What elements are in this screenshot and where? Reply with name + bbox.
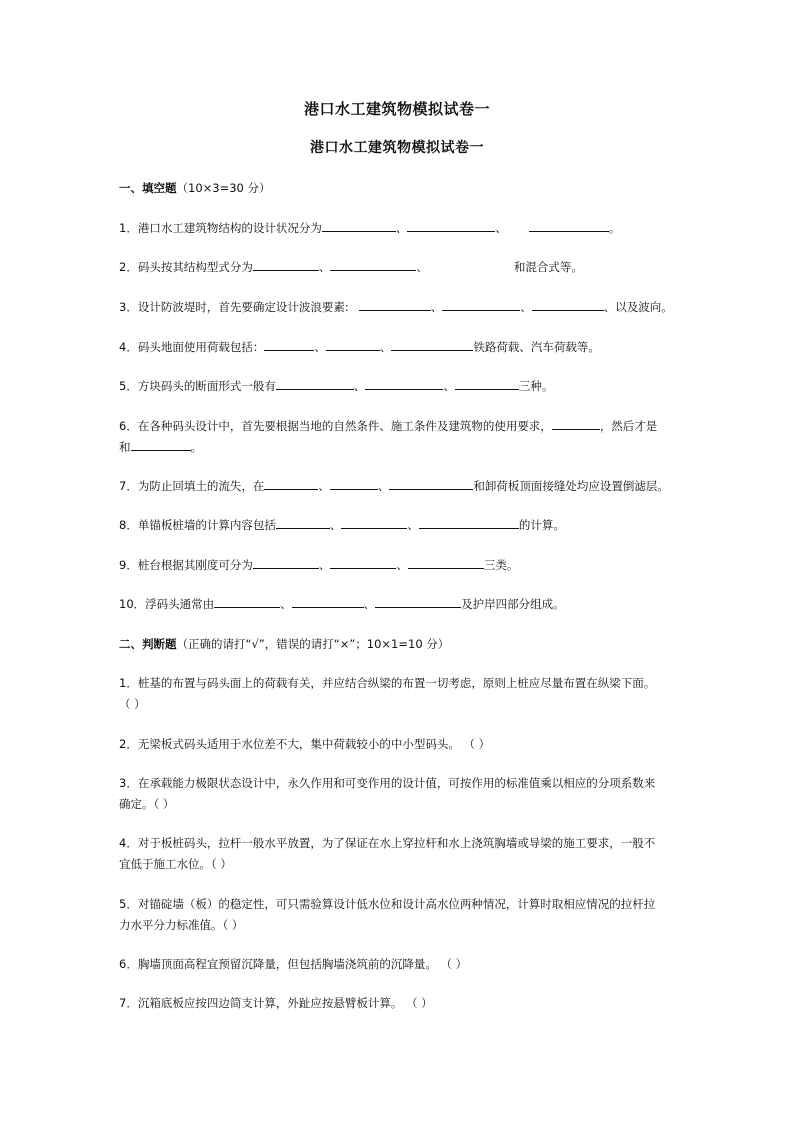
answer-blank[interactable] [276, 515, 330, 529]
question-text: 3．设计防波堤时，首先要确定设计波浪要素: [119, 300, 349, 314]
answer-blank[interactable] [131, 437, 191, 451]
document-title: 港口水工建筑物模拟试卷一 [303, 100, 490, 118]
answer-blank[interactable] [330, 257, 416, 271]
question-text: 9．桩台根据其刚度可分为 [119, 558, 253, 572]
question-end: 、以及波向。 [603, 300, 673, 314]
fill-question-10 [119, 594, 694, 615]
section-1-note: （10×3=30 分） [176, 181, 271, 195]
section-2-note: （正确的请打“√”，错误的请打“×”；10×1=10 分） [176, 637, 450, 651]
separator: 、 [395, 221, 408, 235]
answer-blank[interactable] [407, 218, 495, 232]
fill-question-6 [119, 416, 694, 437]
answer-blank[interactable] [322, 218, 396, 232]
question-text-continued: 确定。（ ） [119, 797, 175, 811]
question-text: 和 [119, 440, 131, 454]
separator: 、 [416, 260, 428, 274]
answer-blank[interactable] [330, 555, 396, 569]
question-end: 和混合式等。 [513, 260, 583, 274]
separator: 、 [520, 300, 532, 314]
question-text-continued: ，然后才是 [599, 419, 658, 433]
answer-blank[interactable] [341, 515, 407, 529]
question-end: 。 [608, 221, 621, 235]
separator: 、 [318, 479, 330, 493]
separator: 、 [353, 379, 366, 393]
separator: 、 [443, 379, 455, 393]
question-end: 铁路荷载、汽车荷载等。 [473, 340, 600, 354]
question-text: 5．方块码头的断面形式一般有 [119, 379, 276, 393]
fill-question-5 [119, 376, 694, 397]
separator: 、 [280, 597, 292, 611]
question-text: 7．为防止回填土的流失，在 [119, 479, 265, 493]
answer-blank[interactable] [365, 376, 443, 390]
question-text: 4．对于板桩码头，拉杆一般水平放置，为了保证在水上穿拉杆和水上浇筑胸墙或导梁的施工要求，一般不 [119, 836, 656, 850]
question-text: 10．浮码头通常由 [119, 597, 215, 611]
separator: 、 [318, 260, 331, 274]
fill-question-8 [119, 515, 694, 536]
separator: 、 [379, 340, 392, 354]
fill-question-2 [119, 257, 694, 278]
judge-question-1 [119, 673, 694, 715]
question-text: 7．沉箱底板应按四边简支计算，外趾应按悬臂板计算。 （ ） [119, 996, 433, 1010]
judge-question-7 [119, 993, 694, 1014]
question-text: 6．在各种码头设计中，首先要根据当地的自然条件、施工条件及建筑物的使用要求， [119, 419, 552, 433]
answer-blank[interactable] [391, 337, 473, 351]
separator: 、 [396, 558, 408, 572]
answer-blank[interactable] [326, 337, 380, 351]
fill-question-3 [119, 297, 694, 318]
answer-blank[interactable] [264, 476, 318, 490]
answer-blank[interactable] [389, 476, 473, 490]
answer-bracket[interactable]: （ ） [119, 697, 146, 711]
answer-blank[interactable] [375, 594, 461, 608]
separator: 、 [314, 340, 326, 354]
answer-blank[interactable] [253, 555, 319, 569]
section-1-title: 一、填空题 [119, 181, 177, 195]
judge-question-2 [119, 734, 694, 755]
question-text: 1．桩基的布置与码头面上的荷载有关，并应结合纵梁的布置一切考虑，原则上桩应尽量布置在纵梁下面。 [119, 676, 656, 690]
question-end: 及护岸四部分组成。 [461, 597, 565, 611]
answer-blank[interactable] [264, 337, 314, 351]
question-text: 8．单锚板桩墙的计算内容包括 [119, 518, 276, 532]
fill-question-7 [119, 476, 694, 497]
answer-blank[interactable] [408, 555, 484, 569]
answer-blank[interactable] [214, 594, 280, 608]
separator: 、 [495, 221, 507, 235]
separator: 、 [377, 479, 390, 493]
separator: 、 [430, 300, 443, 314]
judge-question-3 [119, 773, 694, 815]
question-end: 三类。 [483, 558, 519, 572]
judge-question-6 [119, 954, 694, 975]
question-text: 3．在承载能力极限状态设计中，永久作用和可变作用的设计值，可按作用的标准值乘以相应的分项系数来 [119, 776, 656, 790]
judge-question-4 [119, 833, 694, 875]
question-text: 4．码头地面使用荷载包括： [119, 340, 265, 354]
question-text-continued: 力水平分力标准值。（ ） [119, 918, 244, 932]
section-2-heading [119, 634, 694, 655]
question-end: 三种。 [518, 379, 554, 393]
question-text: 1．港口水工建筑物结构的设计状况分为 [119, 221, 322, 235]
question-text: 5．对锚碇墙（板）的稳定性，可只需验算设计低水位和设计高水位两种情况，计算时取相应情况的拉杆拉 [119, 897, 656, 911]
question-text: 2．无梁板式码头适用于水位差不大，集中荷载较小的中小型码头。 （ ） [119, 737, 491, 751]
separator: 、 [329, 518, 342, 532]
answer-blank[interactable] [552, 416, 600, 430]
answer-blank[interactable] [330, 476, 378, 490]
question-end: 和卸荷板顶面接缝处均应设置倒滤层。 [473, 479, 669, 493]
answer-blank[interactable] [419, 515, 519, 529]
question-end: 的计算。 [518, 518, 565, 532]
section-1-heading [119, 178, 694, 199]
section-2-title: 二、判断题 [119, 637, 177, 651]
answer-blank[interactable] [276, 376, 354, 390]
separator: 、 [407, 518, 419, 532]
judge-question-5 [119, 894, 694, 936]
separator: 、 [363, 597, 376, 611]
question-end: 。 [190, 440, 202, 454]
fill-question-6-line-2 [119, 437, 694, 458]
question-text: 2．码头按其结构型式分为 [119, 260, 253, 274]
answer-blank[interactable] [442, 297, 520, 311]
question-text-continued: 宜低于施工水位。（ ） [119, 857, 232, 871]
answer-blank[interactable] [455, 376, 519, 390]
question-text: 6．胸墙顶面高程宜预留沉降量，但包括胸墙浇筑前的沉降量。 （ ） [119, 957, 468, 971]
answer-blank[interactable] [532, 297, 604, 311]
fill-question-9 [119, 555, 694, 576]
fill-question-1 [119, 218, 694, 239]
document-subtitle: 港口水工建筑物模拟试卷一 [310, 140, 484, 156]
fill-question-4 [119, 337, 694, 358]
answer-blank[interactable] [292, 594, 364, 608]
separator: 、 [318, 558, 331, 572]
answer-blank[interactable] [529, 218, 609, 232]
answer-blank[interactable] [253, 257, 319, 271]
answer-blank[interactable] [359, 297, 431, 311]
